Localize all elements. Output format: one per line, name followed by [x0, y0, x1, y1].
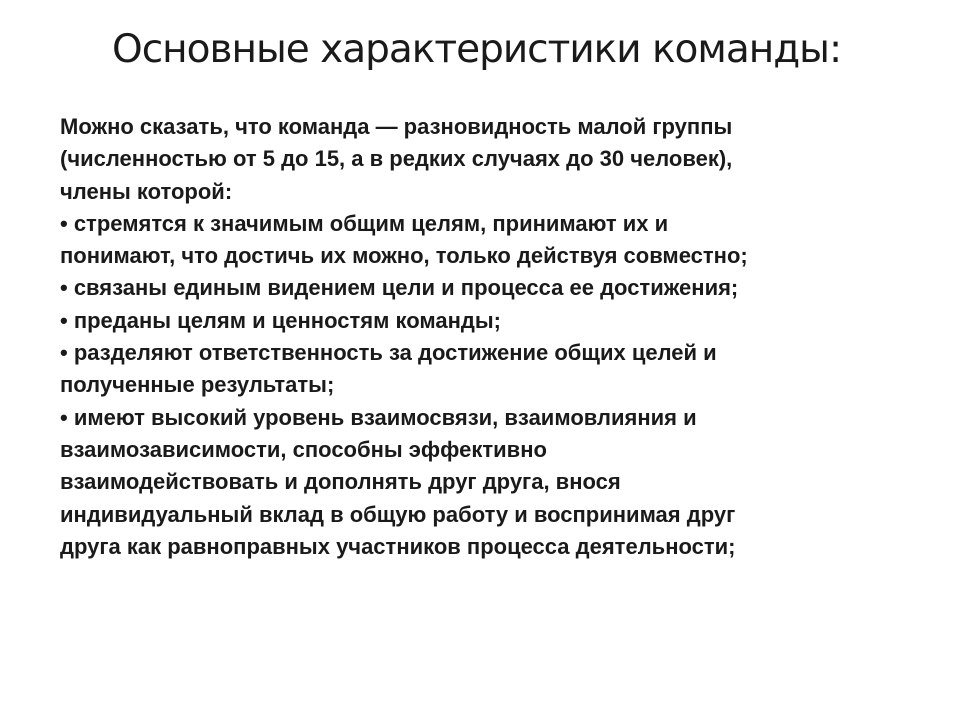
slide-body — [60, 111, 940, 563]
bullet-line: • имеют высокий уровень взаимосвязи, взаимовлияния и — [60, 404, 697, 430]
bullet-line: • разделяют ответственность за достижение общих целей и — [60, 340, 717, 366]
intro-line: члены которой: — [60, 178, 233, 204]
bullet-line: понимают, что достичь их можно, только действуя совместно; — [60, 243, 748, 269]
intro-line: Можно сказать, что команда — разновидность малой группы — [60, 114, 733, 139]
bullet-line: • преданы целям и ценностям команды; — [60, 307, 501, 333]
bullet-line: полученные результаты; — [60, 372, 335, 398]
bullet-line: взаимозависимости, способны эффективно — [60, 436, 547, 462]
bullet-line: • связаны единым видением цели и процесса ее достижения; — [60, 275, 739, 301]
intro-line: (численностью от 5 до 15, а в редких случаях до 30 человек), — [60, 146, 733, 172]
bullet-line: взаимодействовать и дополнять друг друга, внося — [60, 469, 621, 495]
bullet-line: друга как равноправных участников процесса деятельности; — [60, 533, 736, 559]
bullet-line: • стремятся к значимым общим целям, принимают их и — [60, 210, 669, 236]
slide-title: Основные характеристики команды: — [112, 27, 842, 72]
bullet-line: индивидуальный вклад в общую работу и воспринимая друг — [60, 501, 736, 527]
